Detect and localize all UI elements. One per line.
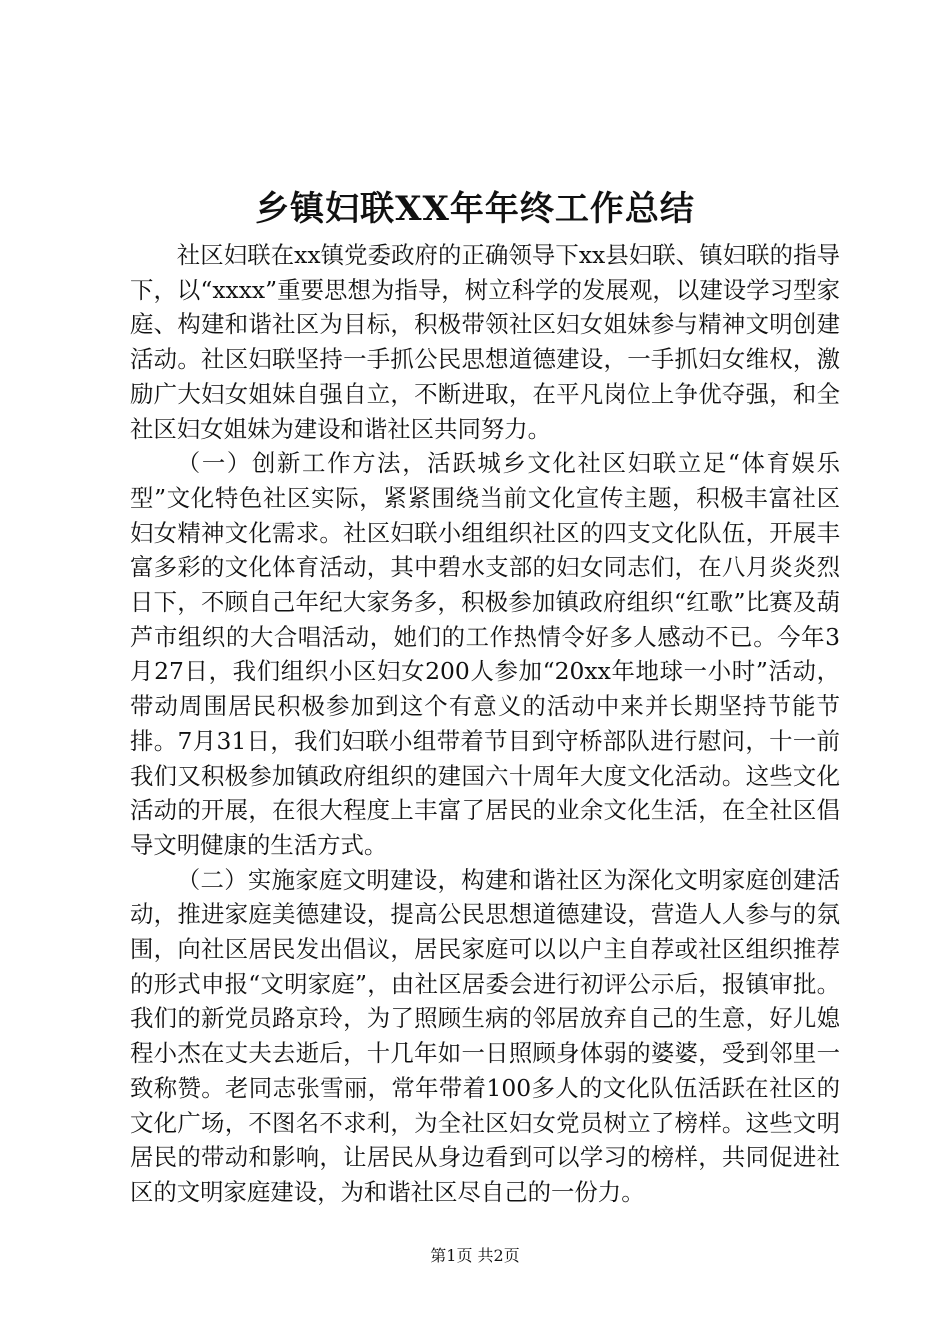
page-number-footer: 第1页 共2页 <box>430 1246 520 1265</box>
document-body <box>130 238 840 1210</box>
document-title: 乡镇妇联XX年年终工作总结 <box>255 189 695 229</box>
paragraph-intro: 社区妇联在xx镇党委政府的正确领导下xx县妇联、镇妇联的指导下，以“xxxx”重要思想为指导，树立科学的发展观，以建设学习型家庭、构建和谐社区为目标，积极带领社区妇女姐妹参与精神文明创建活动。社区妇联坚持一手抓公民思想道德建设，一手抓妇女维权，激励广大妇女姐妹自强自立，不断进取，在平凡岗位上争优夺强，和全社区妇女姐妹为建设和谐社区共同努力。 <box>130 241 840 443</box>
paragraph-section-2: （二）实施家庭文明建设，构建和谐社区为深化文明家庭创建活动，推进家庭美德建设，提高公民思想道德建设，营造人人参与的氛围，向社区居民发出倡议，居民家庭可以以户主自荐或社区组织推荐的形式申报“文明家庭”，由社区居委会进行初评公示后，报镇审批。我们的新党员路京玲，为了照顾生病的邻居放弃自己的生意，好儿媳程小杰在丈夫去逝后，十几年如一日照顾身体弱的婆婆，受到邻里一致称赞。老同志张雪丽，常年带着100多人的文化队伍活跃在社区的文化广场，不图名不求利，为全社区妇女党员树立了榜样。这些文明居民的带动和影响，让居民从身边看到可以学习的榜样，共同促进社区的文明家庭建设，为和谐社区尽自己的一份力。 <box>130 865 840 1206</box>
paragraph-section-1: （一）创新工作方法，活跃城乡文化社区妇联立足“体育娱乐型”文化特色社区实际，紧紧围绕当前文化宣传主题，积极丰富社区妇女精神文化需求。社区妇联小组组织社区的四支文化队伍，开展丰富多彩的文化体育活动，其中碧水支部的妇女同志们，在八月炎炎烈日下，不顾自己年纪大家务多，积极参加镇政府组织“红歌”比赛及葫芦市组织的大合唱活动，她们的工作热情令好多人感动不已。今年3月27日，我们组织小区妇女200人参加“20xx年地球一小时”活动，带动周围居民积极参加到这个有意义的活动中来并长期坚持节能节排。7月31日，我们妇联小组带着节目到守桥部队进行慰问，十一前我们又积极参加镇政府组织的建国六十周年大度文化活动。这些文化活动的开展，在很大程度上丰富了居民的业余文化生活，在全社区倡导文明健康的生活方式。 <box>130 449 840 859</box>
